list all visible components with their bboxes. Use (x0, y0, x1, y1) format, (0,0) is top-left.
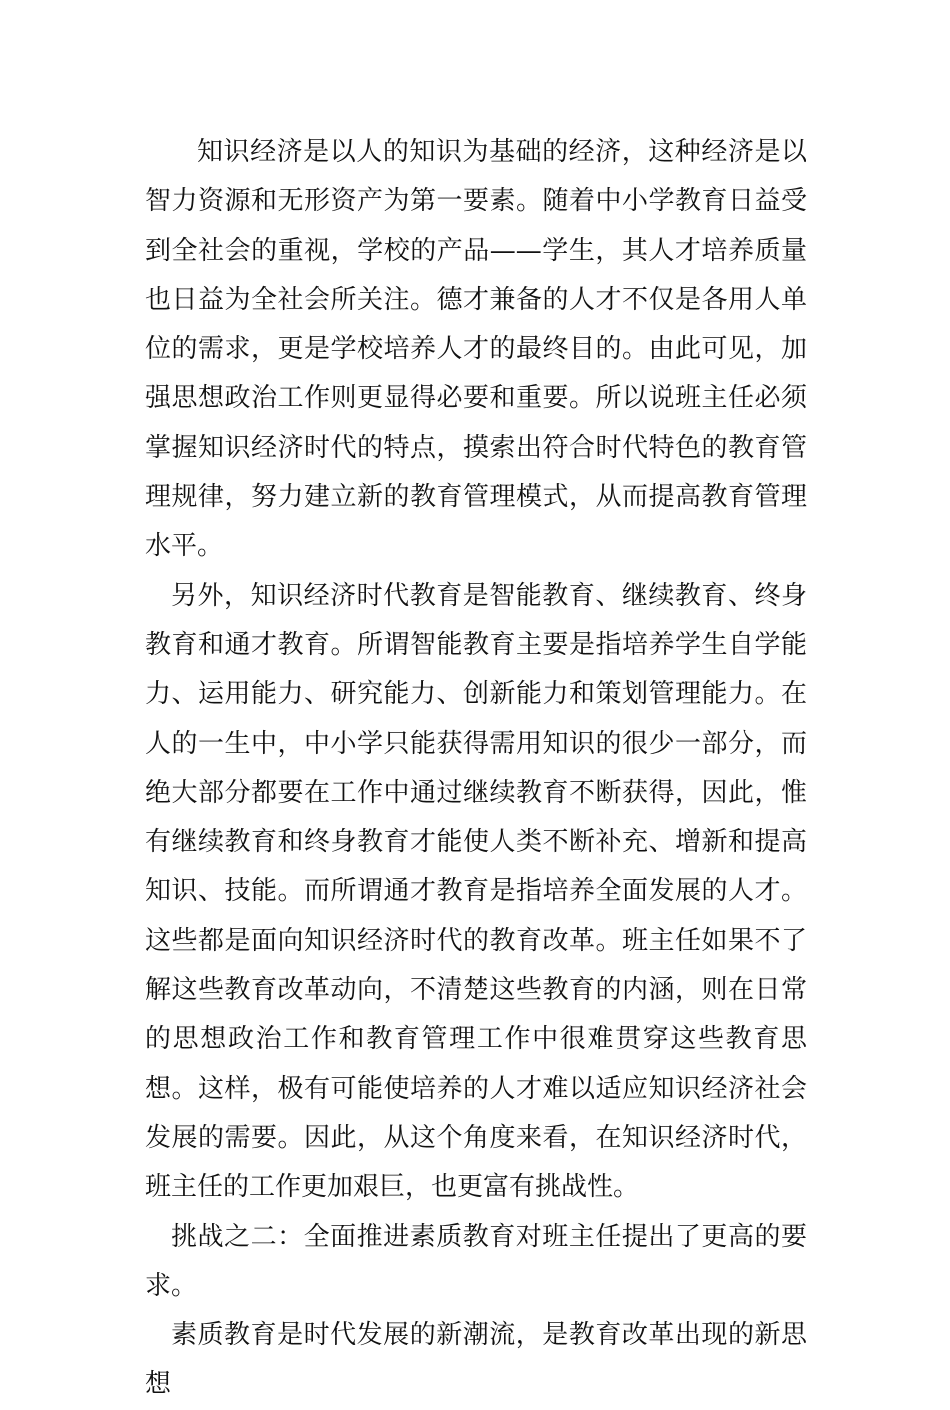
paragraph-challenge-two-heading: 挑战之二：全面推进素质教育对班主任提出了更高的要求。 (145, 1221, 807, 1301)
paragraph-knowledge-economy: 知识经济是以人的知识为基础的经济，这种经济是以智力资源和无形资产为第一要素。随着中小学教育日益受到全社会的重视，学校的产品——学生，其人才培养质量也日益为全社会所关注。德才兼备的人才不仅是各用人单位的需求，更是学校培养人才的最终目的。由此可见，加强思想政治工作则更显得必要和重要。所以说班主任必须掌握知识经济时代的特点，摸索出符合时代特色的教育管理规律，努力建立新的教育管理模式，从而提高教育管理水平。 (145, 137, 807, 562)
paragraph-quality-education: 素质教育是时代发展的新潮流，是教育改革出现的新思想 (145, 1320, 807, 1400)
paragraph-education-types: 另外，知识经济时代教育是智能教育、继续教育、终身教育和通才教育。所谓智能教育主要是指培养学生自学能力、运用能力、研究能力、创新能力和策划管理能力。在人的一生中，中小学只能获得需用知识的很少一部分，而绝大部分都要在工作中通过继续教育不断获得，因此，惟有继续教育和终身教育才能使人类不断补充、增新和提高知识、技能。而所谓通才教育是指培养全面发展的人才。这些都是面向知识经济时代的教育改革。班主任如果不了解这些教育改革动向，不清楚这些教育的内涵，则在日常的思想政治工作和教育管理工作中很难贯穿这些教育思想。这样，极有可能使培养的人才难以适应知识经济社会发展的需要。因此，从这个角度来看，在知识经济时代，班主任的工作更加艰巨，也更富有挑战性。 (145, 580, 807, 1203)
document-page (145, 128, 807, 1410)
